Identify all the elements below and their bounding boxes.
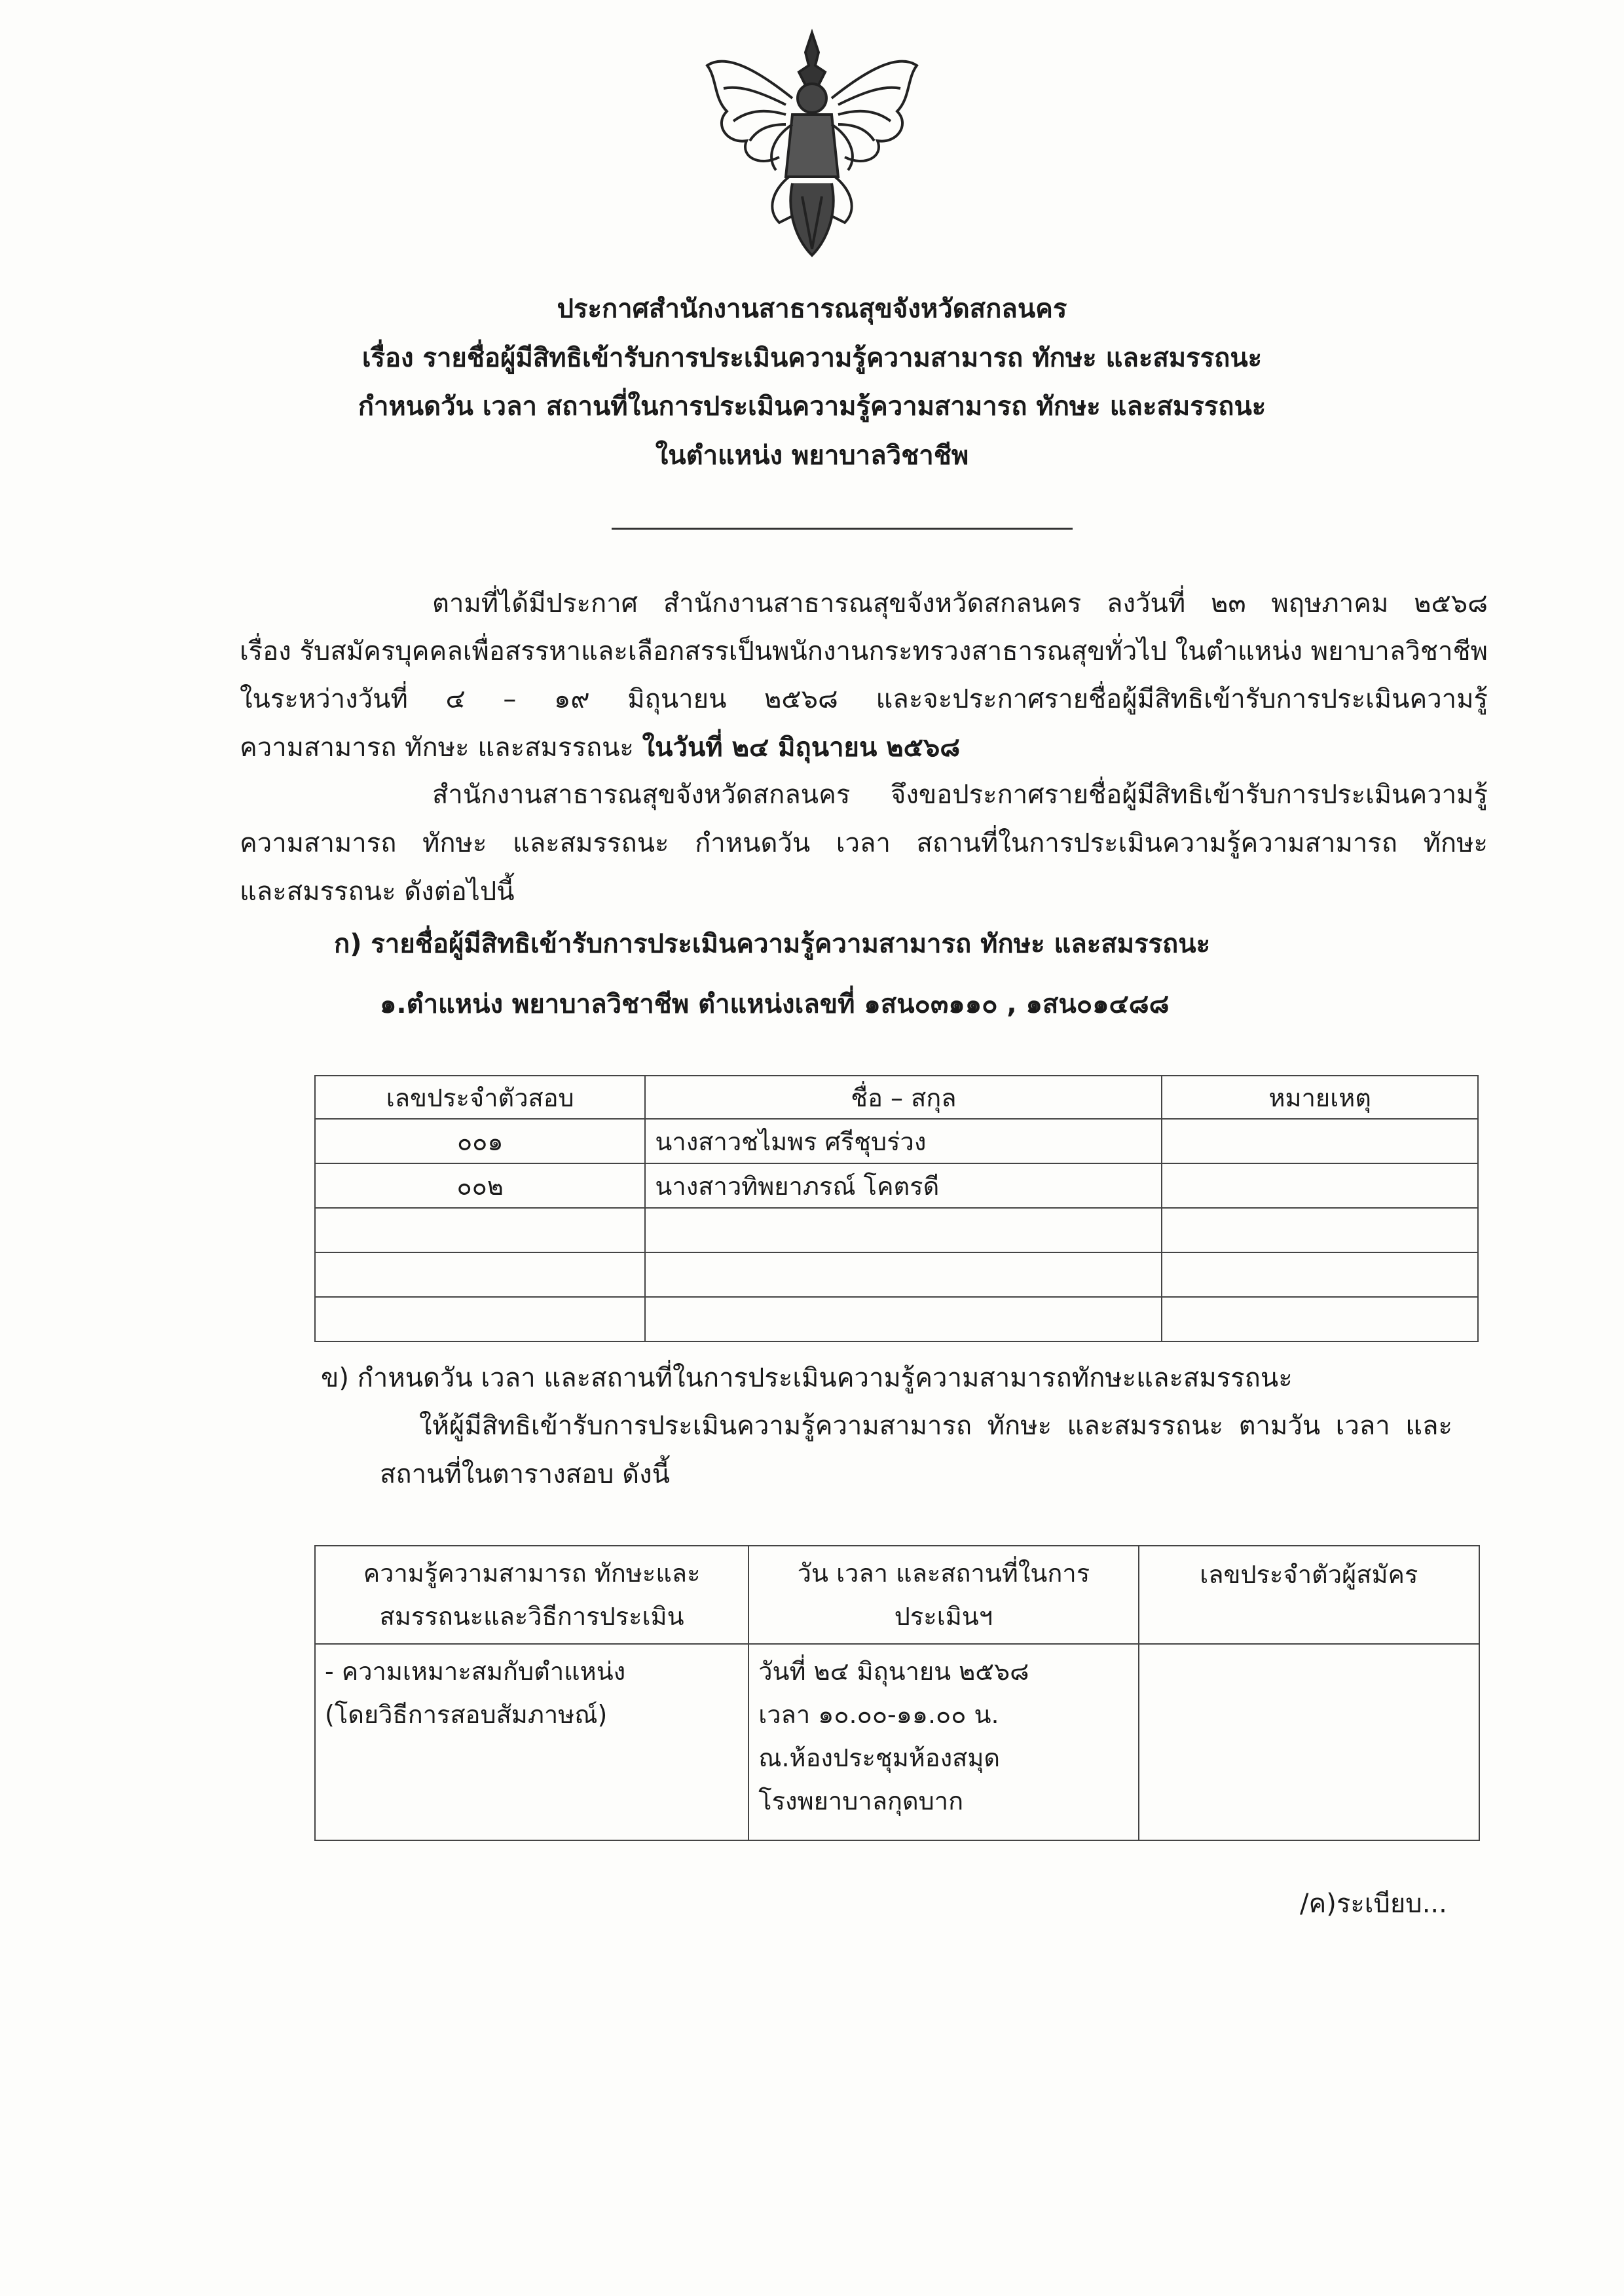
exam-id-cell xyxy=(315,1208,645,1252)
continuation-note: /ค)ระเบียบ... xyxy=(1300,1889,1447,1919)
title-line-4: ในตำแหน่ง พยาบาลวิชาชีพ xyxy=(655,441,969,471)
exam-id-cell: ๐๐๒ xyxy=(315,1163,645,1208)
date-place-cell xyxy=(748,1644,1138,1840)
competency-header-line-1: ความรู้ความสามารถ ทักษะและ xyxy=(363,1559,701,1588)
time-line: เวลา ๑๐.๐๐-๑๑.๐๐ น. xyxy=(758,1700,999,1729)
name-cell: นางสาวทิพยาภรณ์ โคตรดี xyxy=(645,1163,1162,1208)
table-row xyxy=(315,1297,1478,1341)
remark-cell xyxy=(1162,1119,1478,1163)
col-header-remark: หมายเหตุ xyxy=(1162,1076,1478,1119)
exam-id-cell xyxy=(315,1252,645,1297)
section-a-subheading: ๑.ตำแหน่ง พยาบาลวิชาชีพ ตำแหน่งเลขที่ ๑สน๐๓๑๑๐ , ๑สน๐๑๔๘๘ xyxy=(380,989,1170,1019)
table-row xyxy=(315,1208,1478,1252)
section-b-para-line-1: ให้ผู้มีสิทธิเข้ารับการประเมินความรู้ความสามารถ ทักษะ และสมรรถนะ ตามวัน เวลา และ xyxy=(419,1411,1452,1441)
title-divider xyxy=(612,528,1073,530)
competency-line-2: (โดยวิธีการสอบสัมภาษณ์) xyxy=(325,1700,608,1729)
title-line-3: กำหนดวัน เวลา สถานที่ในการประเมินความรู้ความสามารถ ทักษะ และสมรรถนะ xyxy=(358,392,1266,422)
candidate-table xyxy=(314,1075,1479,1342)
col-header-applicant-id: เลขประจำตัวผู้สมัคร xyxy=(1139,1546,1479,1644)
name-cell xyxy=(645,1297,1162,1341)
col-header-name: ชื่อ – สกุล xyxy=(645,1076,1162,1119)
schedule-table xyxy=(314,1545,1480,1841)
title-line-1: ประกาศสำนักงานสาธารณสุขจังหวัดสกลนคร xyxy=(557,294,1067,324)
name-cell xyxy=(645,1252,1162,1297)
exam-id-cell: ๐๐๑ xyxy=(315,1119,645,1163)
name-cell: นางสาวชไมพร ศรีชุบร่วง xyxy=(645,1119,1162,1163)
para2-line-3: และสมรรถนะ ดังต่อไปนี้ xyxy=(240,877,515,907)
remark-cell xyxy=(1162,1297,1478,1341)
table-row xyxy=(315,1644,1479,1840)
competency-header-line-2: สมรรถนะและวิธีการประเมิน xyxy=(379,1602,684,1631)
para1-line-4 xyxy=(240,735,960,761)
para1-line-2: เรื่อง รับสมัครบุคคลเพื่อสรรหาและเลือกสรรเป็นพนักงานกระทรวงสาธารณสุขทั่วไป ในตำแหน่ง พยาบาลวิชาชีพ xyxy=(240,636,1488,666)
col-header-date-place xyxy=(748,1546,1138,1644)
table-row xyxy=(315,1252,1478,1297)
para2-line-2: ความสามารถ ทักษะ และสมรรถนะ กำหนดวัน เวลา สถานที่ในการประเมินความรู้ความสามารถ ทักษะ xyxy=(240,828,1488,858)
announce-date: ในวันที่ ๒๔ มิถุนายน ๒๕๖๘ xyxy=(642,733,961,763)
para1-line-1: ตามที่ได้มีประกาศ สำนักงานสาธารณสุขจังหวัดสกลนคร ลงวันที่ ๒๓ พฤษภาคม ๒๕๖๘ xyxy=(432,589,1488,619)
col-header-competency xyxy=(315,1546,748,1644)
remark-cell xyxy=(1162,1208,1478,1252)
date-line: วันที่ ๒๔ มิถุนายน ๒๕๖๘ xyxy=(758,1657,1029,1686)
date-place-header-line-2: ประเมินฯ xyxy=(894,1602,993,1631)
exam-id-cell xyxy=(315,1297,645,1341)
col-header-exam-id: เลขประจำตัวสอบ xyxy=(315,1076,645,1119)
date-place-header-line-1: วัน เวลา และสถานที่ในการ xyxy=(797,1559,1090,1588)
garuda-emblem xyxy=(688,26,936,262)
competency-cell xyxy=(315,1644,748,1840)
candidate-table-header xyxy=(315,1076,1478,1119)
schedule-table-header xyxy=(315,1546,1479,1644)
title-line-2: เรื่อง รายชื่อผู้มีสิทธิเข้ารับการประเมินความรู้ความสามารถ ทักษะ และสมรรถนะ xyxy=(361,343,1263,373)
section-b-heading: ข) กำหนดวัน เวลา และสถานที่ในการประเมินความรู้ความสามารถทักษะและสมรรถนะ xyxy=(321,1363,1293,1393)
venue-hospital-line: โรงพยาบาลกุดบาก xyxy=(758,1787,964,1815)
remark-cell xyxy=(1162,1163,1478,1208)
para2-line-1: สำนักงานสาธารณสุขจังหวัดสกลนคร จึงขอประกาศรายชื่อผู้มีสิทธิเข้ารับการประเมินความรู้ xyxy=(432,780,1488,810)
remark-cell xyxy=(1162,1252,1478,1297)
competency-line-1: - ความเหมาะสมกับตำแหน่ง xyxy=(325,1657,626,1686)
table-row xyxy=(315,1163,1478,1208)
section-a-heading: ก) รายชื่อผู้มีสิทธิเข้ารับการประเมินความรู้ความสามารถ ทักษะ และสมรรถนะ xyxy=(334,929,1211,959)
para1-line-3: ในระหว่างวันที่ ๔ – ๑๙ มิถุนายน ๒๕๖๘ และจะประกาศรายชื่อผู้มีสิทธิเข้ารับการประเมินความรู้ xyxy=(240,684,1488,714)
name-cell xyxy=(645,1208,1162,1252)
venue-line: ณ.ห้องประชุมห้องสมุด xyxy=(758,1743,1001,1772)
applicant-id-cell xyxy=(1139,1644,1479,1840)
table-row xyxy=(315,1119,1478,1163)
section-b-para-line-2: สถานที่ในตารางสอบ ดังนี้ xyxy=(380,1459,670,1489)
para1-line-4-text: ความสามารถ ทักษะ และสมรรถนะ xyxy=(240,733,642,763)
